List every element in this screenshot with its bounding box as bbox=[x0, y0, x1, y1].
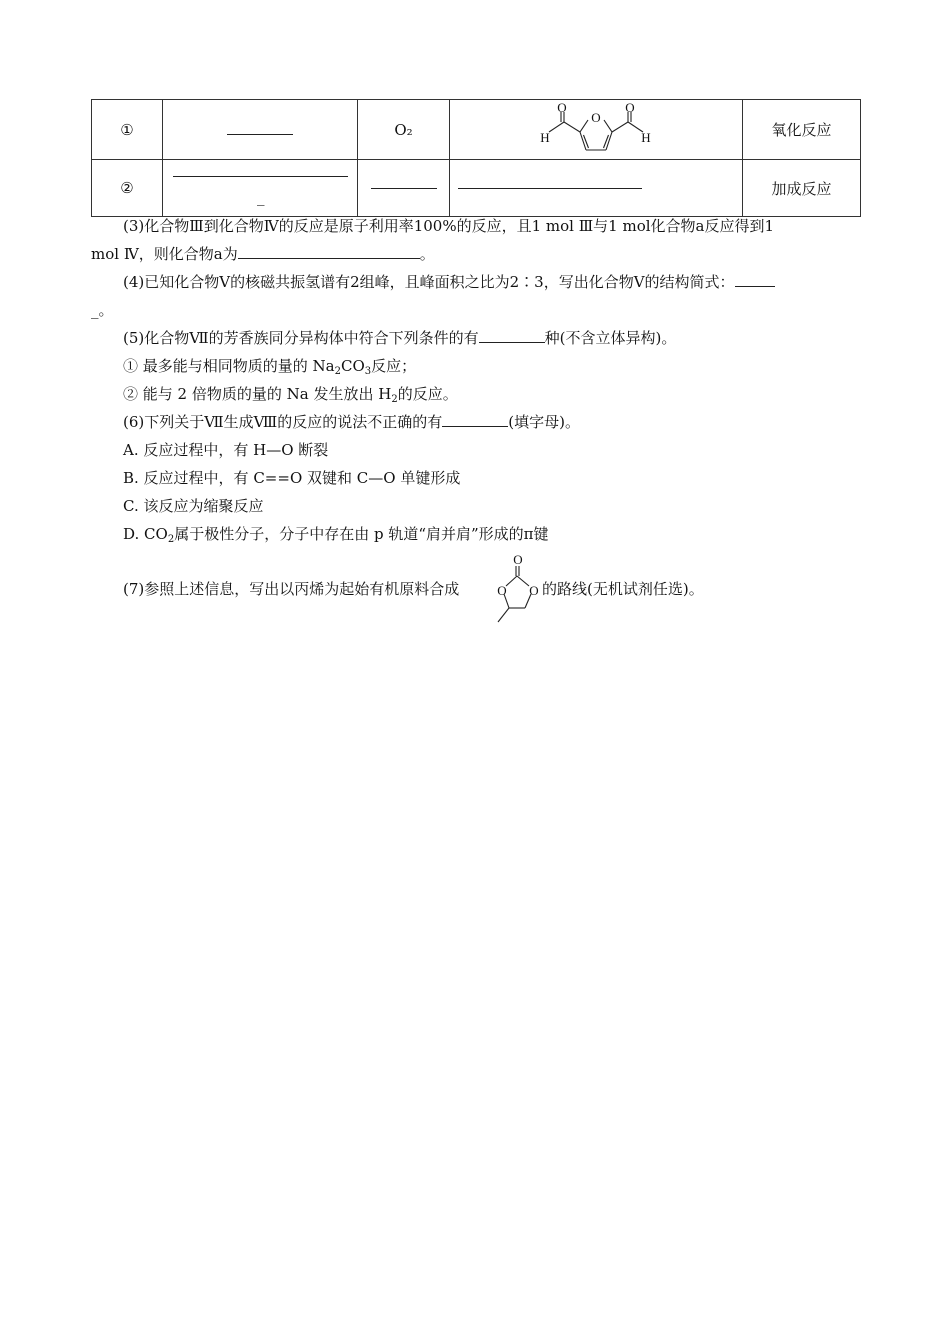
answer-blank[interactable] bbox=[458, 174, 642, 189]
question-3-line2: mol Ⅳ，则化合物a为 。 bbox=[91, 245, 435, 263]
product-structure-cell bbox=[450, 100, 743, 160]
ring-oxygen-label: O bbox=[591, 109, 601, 125]
question-5-condition-1: ① 最多能与相同物质的量的 $Na_2CO_3$反应； bbox=[123, 357, 417, 377]
carbonyl-oxygen-label: O bbox=[513, 552, 523, 567]
question-7: (7)参照上述信息，写出以丙烯为起始有机原料合成 bbox=[123, 580, 460, 598]
table-row bbox=[92, 100, 861, 160]
option-b: B. 反应过程中，有 C==O 双键和 C—O 单键形成 bbox=[123, 469, 461, 487]
ring-oxygen-left-label: O bbox=[497, 583, 507, 598]
reaction-type: 氧化反应 bbox=[743, 100, 861, 160]
product-blank-cell bbox=[450, 160, 743, 217]
option-d: D. $CO_2$属于极性分子，分子中存在由 p 轨道“肩并肩”形成的π键 bbox=[123, 525, 549, 545]
aldehyde-oxygen-left-label: O bbox=[557, 101, 567, 115]
question-4-line1: (4)已知化合物Ⅴ的核磁共振氢谱有2组峰，且峰面积之比为2∶3，写出化合物Ⅴ的结构简式： bbox=[91, 268, 893, 296]
aldehyde-oxygen-right-label: O bbox=[625, 101, 635, 115]
answer-blank[interactable] bbox=[238, 244, 420, 259]
answer-blank[interactable] bbox=[442, 412, 508, 427]
option-c: C. 该反应为缩聚反应 bbox=[123, 497, 264, 515]
reaction-type: 加成反应 bbox=[743, 160, 861, 217]
ring-oxygen-right-label: O bbox=[529, 583, 539, 598]
answer-blank[interactable] bbox=[371, 174, 437, 189]
row-number: ① bbox=[92, 100, 163, 160]
propylene-carbonate-structure bbox=[492, 552, 542, 624]
aldehyde-h-right-label: H bbox=[641, 129, 651, 145]
question-5-condition-2: ② 能与 2 倍物质的量的 Na 发生放出 $H_2$的反应。 bbox=[123, 385, 458, 405]
question-7-tail: 的路线(无机试剂任选)。 bbox=[542, 580, 704, 598]
reagent-cell: O₂ bbox=[358, 100, 450, 160]
blank-tail: _ bbox=[257, 188, 265, 206]
reactant-blank-cell bbox=[163, 160, 358, 217]
answer-blank[interactable] bbox=[227, 120, 293, 135]
option-a: A. 反应过程中，有 H—O 断裂 bbox=[123, 441, 329, 459]
answer-blank[interactable] bbox=[173, 162, 348, 177]
answer-blank[interactable] bbox=[735, 272, 775, 287]
reactant-blank-cell bbox=[163, 100, 358, 160]
reaction-table bbox=[91, 99, 861, 217]
aldehyde-h-left-label: H bbox=[540, 129, 550, 145]
question-5: (5)化合物Ⅶ的芳香族同分异构体中符合下列条件的有 种(不含立体异构)。 bbox=[123, 329, 677, 347]
row-number: ② bbox=[92, 160, 163, 217]
question-3-line1: (3)化合物Ⅲ到化合物Ⅳ的反应是原子利用率100%的反应，且1 mol Ⅲ与1 mol化合物a反应得到1 bbox=[123, 217, 775, 235]
reagent-blank-cell bbox=[358, 160, 450, 217]
answer-blank[interactable] bbox=[479, 328, 545, 343]
question-6: (6)下列关于Ⅶ生成Ⅷ的反应的说法不正确的有 (填字母)。 bbox=[123, 413, 580, 431]
question-4-line2: _。 bbox=[91, 301, 114, 319]
table-row bbox=[92, 160, 861, 217]
furandicarbaldehyde-structure bbox=[531, 102, 661, 154]
